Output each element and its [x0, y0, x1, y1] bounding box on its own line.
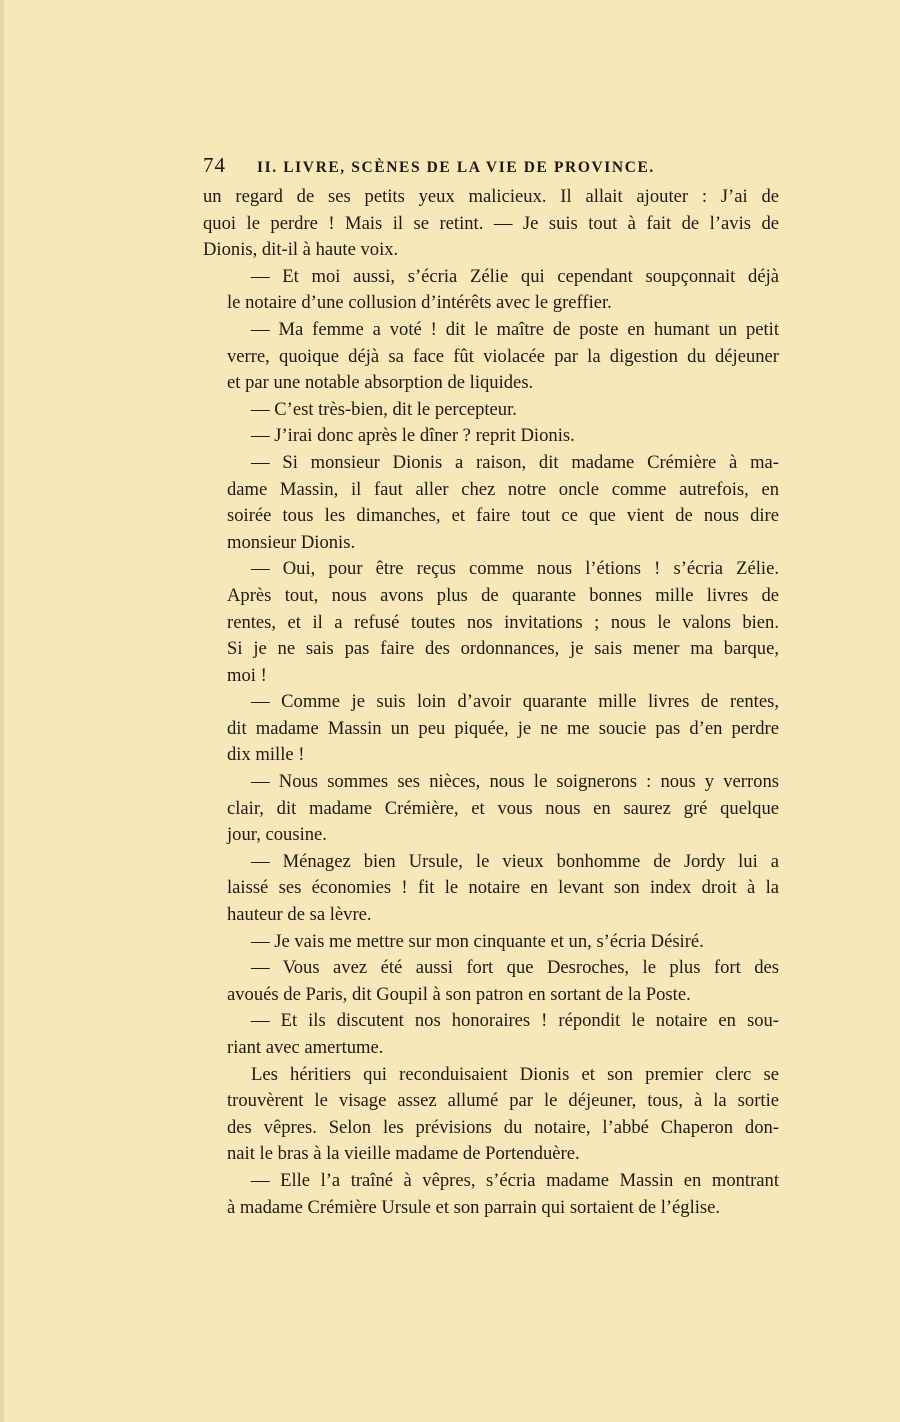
book-page — [203, 150, 779, 1221]
text-line: — J’irai donc après le dîner ? reprit Dionis. — [251, 425, 575, 447]
text-line: riant avec amertume. — [227, 1037, 384, 1058]
text-line: — Si monsieur Dionis a raison, dit madame Crémière à ma- — [251, 451, 779, 473]
text-line: avoués de Paris, dit Goupil à son patron en sortant de la Poste. — [227, 983, 691, 1005]
paragraph — [203, 849, 779, 929]
paragraph — [203, 769, 779, 849]
page-number: 74 — [203, 153, 226, 177]
text-line: — Comme je suis loin d’avoir quarante mille livres de rentes, — [251, 691, 779, 713]
text-line: — Et ils discutent nos honoraires ! répondit le notaire en sou- — [251, 1010, 779, 1032]
paragraph — [203, 317, 779, 397]
paragraph — [203, 1168, 779, 1221]
text-line: — Vous avez été aussi fort que Desroches, le plus fort des — [251, 957, 779, 979]
text-line: moi ! — [227, 664, 267, 686]
page-edge — [0, 0, 4, 1422]
text-line: — Ma femme a voté ! dit le maître de poste en humant un petit — [251, 318, 779, 340]
paragraph — [203, 450, 779, 556]
text-line: nait le bras à la vieille madame de Portenduère. — [227, 1143, 580, 1165]
text-line: Dionis, dit-il à haute voix. — [203, 239, 399, 261]
text-line: verre, quoique déjà sa face fût violacée par la digestion du déjeuner — [227, 345, 779, 367]
paragraph — [203, 556, 779, 689]
text-line: le notaire d’une collusion d’intérêts avec le greffier. — [227, 292, 612, 314]
text-line: dix mille ! — [227, 744, 305, 766]
text-line: monsieur Dionis. — [227, 531, 356, 553]
text-line: dame Massin, il faut aller chez notre oncle comme autrefois, en — [227, 478, 779, 500]
text-line: — Je vais me mettre sur mon cinquante et un, s’écria Désiré. — [251, 930, 704, 952]
text-line: laissé ses économies ! fit le notaire en levant son index droit à la — [227, 877, 779, 899]
text-line: clair, dit madame Crémière, et vous nous en saurez gré quelque — [227, 797, 779, 819]
paragraph — [203, 423, 779, 450]
paragraph — [203, 1008, 779, 1061]
text-line: Après tout, nous avons plus de quarante bonnes mille livres de — [227, 584, 779, 606]
paragraph — [203, 184, 779, 264]
text-line: Les héritiers qui reconduisaient Dionis et son premier clerc se — [251, 1063, 779, 1085]
text-line: — C’est très-bien, dit le percepteur. — [251, 398, 517, 420]
text-line: — Ménagez bien Ursule, le vieux bonhomme de Jordy lui a — [251, 850, 779, 872]
text-line: — Oui, pour être reçus comme nous l’étions ! s’écria Zélie. — [251, 558, 779, 580]
text-line: des vêpres. Selon les prévisions du notaire, l’abbé Chaperon don- — [227, 1116, 779, 1138]
text-line: — Et moi aussi, s’écria Zélie qui cependant soupçonnait déjà — [251, 265, 779, 287]
body-text — [203, 184, 779, 1221]
text-line: — Elle l’a traîné à vêpres, s’écria madame Massin en montrant — [251, 1169, 779, 1191]
paragraph — [203, 264, 779, 317]
running-head — [203, 150, 779, 180]
paragraph — [203, 397, 779, 424]
text-line: soirée tous les dimanches, et faire tout ce que vient de nous dire — [227, 505, 779, 527]
text-line: dit madame Massin un peu piquée, je ne me soucie pas d’en perdre — [227, 717, 779, 739]
text-line: rentes, et il a refusé toutes nos invitations ; nous le valons bien. — [227, 611, 779, 633]
text-line: et par une notable absorption de liquides. — [227, 372, 534, 394]
paragraph — [203, 1062, 779, 1168]
text-line: jour, cousine. — [227, 824, 327, 846]
paragraph — [203, 929, 779, 956]
paragraph — [203, 955, 779, 1008]
text-line: trouvèrent le visage assez allumé par le déjeuner, tous, à la sortie — [227, 1090, 779, 1112]
text-line: un regard de ses petits yeux malicieux. Il allait ajouter : J’ai de — [203, 186, 779, 207]
text-line: — Nous sommes ses nièces, nous le soignerons : nous y verrons — [251, 771, 779, 793]
text-line: à madame Crémière Ursule et son parrain qui sortaient de l’église. — [227, 1196, 721, 1218]
paragraph — [203, 689, 779, 769]
text-line: Si je ne sais pas faire des ordonnances, je sais mener ma barque, — [227, 638, 779, 660]
text-line: hauteur de sa lèvre. — [227, 904, 372, 926]
text-line: quoi le perdre ! Mais il se retint. — Je suis tout à fait de l’avis de — [203, 212, 779, 234]
running-title: II. LIVRE, SCÈNES DE LA VIE DE PROVINCE. — [257, 159, 655, 176]
